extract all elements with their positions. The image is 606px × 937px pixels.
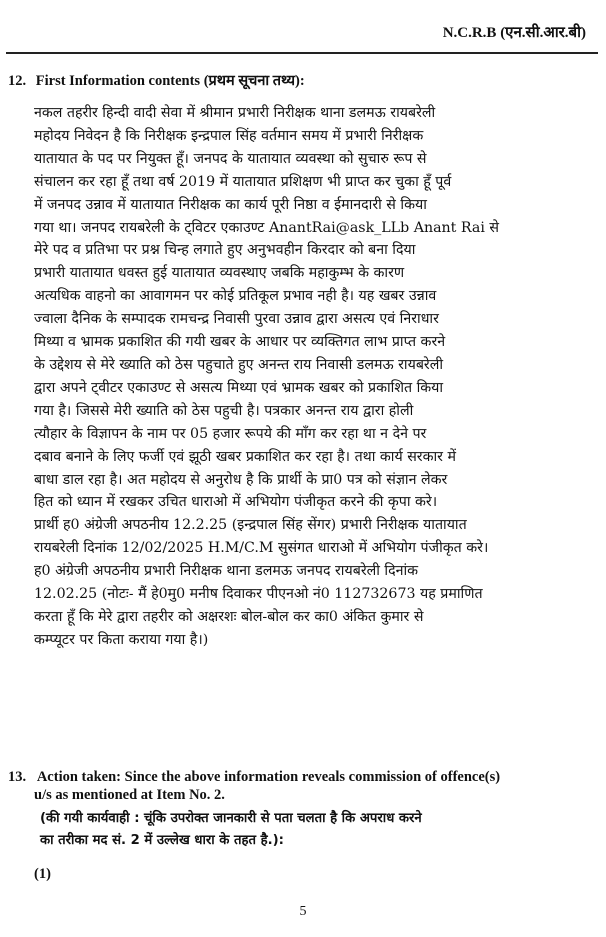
text-line: के उद्देशय से मेरे ख्याति को ठेस पहुचाते हुए अनन्त राय निवासी डलमऊ रायबरेली xyxy=(34,356,444,373)
section-title: First Information contents (प्रथम सूचना तथ्य): xyxy=(35,73,305,89)
text-line: बाधा डाल रहा है। अत महोदय से अनुरोध है कि प्रार्थी के प्रा0 पत्र को संज्ञान लेकर xyxy=(34,471,448,488)
text-line: यातायात के पद पर नियुक्त हूँ। जनपद के यातायात व्यवस्था को सुचारु रूप से xyxy=(34,150,427,167)
page-header: N.C.R.B (एन.सी.आर.बी) xyxy=(442,25,586,41)
section-13-hindi xyxy=(40,808,596,852)
text-line: ह0 अंग्रेजी अपठनीय प्रभारी निरीक्षक थाना डलमऊ जनपद रायबरेली दिनांक xyxy=(34,563,419,580)
text-line: रायबरेली दिनांक 12/02/2025 H.M/C.M सुसंगत धाराओ में अभियोग पंजीकृत करे। xyxy=(34,540,489,557)
section-title-line2: u/s as mentioned at Item No. 2. xyxy=(34,787,225,803)
text-line: करता हूँ कि मेरे द्वारा तहरीर को अक्षरशः बोल-बोल कर का0 अंकित कुमार से xyxy=(34,608,424,625)
text-line: ज्वाला दैनिक के सम्पादक रामचन्द्र निवासी पुरवा उन्नाव द्वारा असत्य एवं निराधार xyxy=(34,311,439,328)
text-line: कम्प्यूटर पर किता कराया गया है।) xyxy=(34,631,209,648)
text-line: महोदय निवेदन है कि निरीक्षक इन्द्रपाल सिंह वर्तमान समय में प्रभारी निरीक्षक xyxy=(34,127,424,144)
text-line: गया था। जनपद रायबरेली के ट्विटर एकाउण्ट AnantRai@ask_LLb Anant Rai से xyxy=(34,219,499,236)
page-number: 5 xyxy=(299,904,307,919)
text-line: संचालन कर रहा हूँ तथा वर्ष 2019 में यातायात प्रशिक्षण भी प्राप्त कर चुका हूँ पूर्व xyxy=(34,173,452,190)
text-line: द्वारा अपने ट्वीटर एकाउण्ट से असत्य मिथ्या एवं भ्रामक खबर को प्रकाशित किया xyxy=(34,379,444,396)
action-item-1: (1) xyxy=(34,866,51,882)
text-line: हित को ध्यान में रखकर उचित धाराओ में अभियोग पंजीकृत करने की कृपा करे। xyxy=(34,494,438,511)
text-line: प्रार्थी ह0 अंग्रेजी अपठनीय 12.2.25 (इन्द्रपाल सिंह सेंगर) प्रभारी निरीक्षक यातायात xyxy=(34,517,467,534)
text-line: अत्यधिक वाहनो का आवागमन पर कोई प्रतिकूल प्रभाव नही है। यह खबर उन्नाव xyxy=(34,288,437,305)
text-line: मेरे पद व प्रतिभा पर प्रश्न चिन्ह लगाते हुए अनुभवहीन किरदार को बना दिया xyxy=(34,242,416,259)
text-line: में जनपद उन्नाव में यातायात निरीक्षक का कार्य पूरी निष्ठा व ईमानदारी से किया xyxy=(34,196,427,213)
text-line: प्रभारी यातायात धवस्त हुई यातायात व्यवस्थाए जबकि महाकुम्भ के कारण xyxy=(34,265,405,282)
text-line: नकल तहरीर हिन्दी वादी सेवा में श्रीमान प्रभारी निरीक्षक थाना डलमऊ रायबरेली xyxy=(34,105,436,121)
first-information-text xyxy=(34,102,590,652)
text-line: त्यौहार के विज्ञापन के नाम पर 05 हजार रूपये की माँग कर रहा था न देने पर xyxy=(34,425,427,442)
section-13-heading xyxy=(8,768,588,804)
text-line: गया है। जिससे मेरी ख्याति को ठेस पहुची है। पत्रकार अनन्त राय द्वारा होली xyxy=(34,402,414,419)
section-title-line1: Action taken: Since the above information reveals commission of offence(s) xyxy=(36,769,501,785)
text-line: मिथ्या व भ्रामक प्रकाशित की गयी खबर के आधार पर व्यक्तिगत लाभ प्राप्त करने xyxy=(34,334,446,351)
section-number: 13. xyxy=(8,769,27,785)
section-12-heading xyxy=(8,70,305,90)
text-line: दबाव बनाने के लिए फर्जी एवं झूठी खबर प्रकाशित कर रहा है। तथा कार्य सरकार में xyxy=(34,448,456,465)
hindi-line2: का तरीका मद सं. 2 में उल्लेख धारा के तहत है.): xyxy=(40,833,284,848)
section-number: 12. xyxy=(8,73,27,89)
hindi-line1: (की गयी कार्यवाही : चूंकि उपरोक्त जानकारी से पता चलता है कि अपराध करने xyxy=(40,811,422,826)
text-line: 12.02.25 (नोटः- मैं हे0मु0 मनीष दिवाकर पीएनओ नं0 112732673 यह प्रमाणित xyxy=(34,586,483,603)
header-divider xyxy=(6,52,598,54)
